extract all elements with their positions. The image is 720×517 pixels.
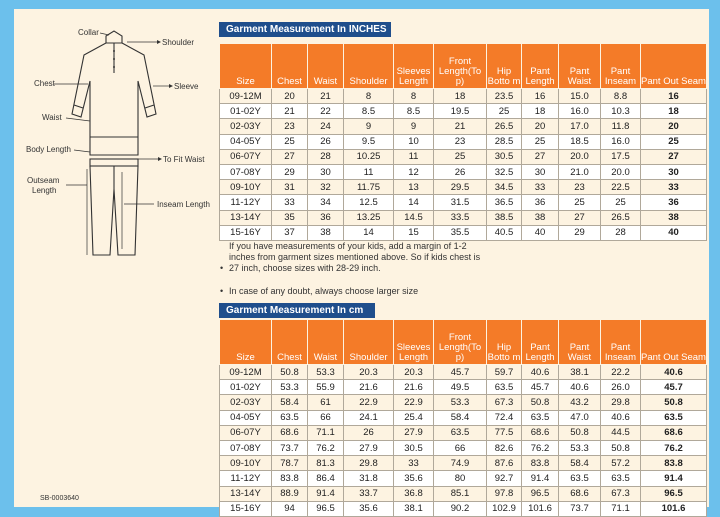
table-row: [220, 365, 707, 380]
table-cell: 15-16Y: [220, 501, 272, 516]
table-cell: 04-05Y: [220, 410, 272, 425]
table-cell: 16.0: [559, 104, 601, 119]
table-cell: 38: [308, 225, 344, 240]
table-cell: 8.5: [394, 104, 434, 119]
table-cell: 11.8: [601, 119, 641, 134]
table-cell: 12: [394, 164, 434, 179]
label-to-fit-waist: To Fit Waist: [163, 155, 205, 164]
label-sleeve: Sleeve: [174, 82, 199, 91]
table-cell: 12.5: [344, 195, 394, 210]
table-cell: 04-05Y: [220, 134, 272, 149]
table-cell: 8: [394, 89, 434, 104]
cm-header-row: [220, 320, 707, 365]
table-cell: 45.7: [434, 365, 487, 380]
table-cell: 96.5: [522, 486, 559, 501]
table-cell: 09-10Y: [220, 180, 272, 195]
table-cell: 20: [522, 119, 559, 134]
table-cell: 15: [394, 225, 434, 240]
size-chart-card: [14, 9, 709, 515]
table-cell: 63.5: [559, 471, 601, 486]
table-cell: 35: [272, 210, 308, 225]
table-cell: 25: [434, 149, 487, 164]
table-cell: 96.5: [641, 486, 707, 501]
table-cell: 20: [272, 89, 308, 104]
table-cell: 33.7: [344, 486, 394, 501]
table-cell: 22.9: [344, 395, 394, 410]
table-cell: 9.5: [344, 134, 394, 149]
table-cell: 29.5: [434, 180, 487, 195]
table-cell: 09-12M: [220, 89, 272, 104]
table-cell: 27.9: [344, 440, 394, 455]
table-row: [220, 164, 707, 179]
column-header: Sleeves Length: [394, 320, 434, 365]
table-cell: 96.5: [308, 501, 344, 516]
table-cell: 9: [344, 119, 394, 134]
table-cell: 86.4: [308, 471, 344, 486]
table-cell: 72.4: [487, 410, 522, 425]
table-cell: 58.4: [272, 395, 308, 410]
table-row: [220, 119, 707, 134]
table-cell: 45.7: [641, 380, 707, 395]
table-cell: 102.9: [487, 501, 522, 516]
table-row: [220, 180, 707, 195]
table-cell: 20: [641, 119, 707, 134]
table-cell: 25: [272, 134, 308, 149]
table-cell: 19.5: [434, 104, 487, 119]
table-cell: 11-12Y: [220, 195, 272, 210]
column-header: Pant Waist: [559, 44, 601, 89]
table-cell: 87.6: [487, 456, 522, 471]
table-cell: 27: [272, 149, 308, 164]
table-cell: 30.5: [394, 440, 434, 455]
table-cell: 15.0: [559, 89, 601, 104]
table-cell: 22.2: [601, 365, 641, 380]
table-cell: 33.5: [434, 210, 487, 225]
table-cell: 50.8: [559, 425, 601, 440]
table-cell: 63.5: [487, 380, 522, 395]
garment-diagram: [14, 9, 224, 279]
table-row: [220, 456, 707, 471]
table-cell: 30: [308, 164, 344, 179]
table-cell: 101.6: [522, 501, 559, 516]
table-cell: 30.5: [487, 149, 522, 164]
label-collar: Collar: [78, 28, 99, 37]
table-cell: 24: [308, 119, 344, 134]
table-cell: 77.5: [487, 425, 522, 440]
inches-table-title: Garment Measurement In INCHES: [219, 22, 391, 37]
column-header: Pant Length: [522, 320, 559, 365]
table-cell: 82.6: [487, 440, 522, 455]
table-cell: 09-10Y: [220, 456, 272, 471]
table-row: [220, 149, 707, 164]
label-waist: Waist: [42, 113, 62, 122]
label-body-length: Body Length: [26, 145, 71, 154]
table-cell: 35.5: [434, 225, 487, 240]
table-cell: 38.5: [487, 210, 522, 225]
table-cell: 10.3: [601, 104, 641, 119]
table-row: [220, 395, 707, 410]
column-header: Size: [220, 44, 272, 89]
table-cell: 32.5: [487, 164, 522, 179]
column-header: Pant Waist: [559, 320, 601, 365]
table-cell: 67.3: [601, 486, 641, 501]
table-cell: 29.8: [344, 456, 394, 471]
table-cell: 25: [641, 134, 707, 149]
table-cell: 23: [559, 180, 601, 195]
table-cell: 18.5: [559, 134, 601, 149]
table-cell: 11.75: [344, 180, 394, 195]
table-cell: 13-14Y: [220, 210, 272, 225]
table-cell: 16: [522, 89, 559, 104]
table-cell: 20.0: [601, 164, 641, 179]
column-header: Pant Inseam: [601, 320, 641, 365]
table-cell: 07-08Y: [220, 440, 272, 455]
table-cell: 97.8: [487, 486, 522, 501]
table-cell: 83.8: [522, 456, 559, 471]
table-cell: 25: [522, 134, 559, 149]
table-cell: 21: [272, 104, 308, 119]
column-header: Waist: [308, 44, 344, 89]
table-cell: 26.0: [601, 380, 641, 395]
table-cell: 22: [308, 104, 344, 119]
table-cell: 71.1: [308, 425, 344, 440]
table-row: [220, 410, 707, 425]
pajama-outline-icon: [90, 159, 138, 255]
table-row: [220, 195, 707, 210]
table-cell: 21: [308, 89, 344, 104]
table-cell: 40.6: [559, 380, 601, 395]
table-cell: 16: [641, 89, 707, 104]
note-larger-size: • In case of any doubt, always choose larger size: [220, 286, 419, 296]
table-cell: 33: [522, 180, 559, 195]
table-cell: 40.6: [601, 410, 641, 425]
table-cell: 71.1: [601, 501, 641, 516]
column-header: Chest: [272, 320, 308, 365]
table-cell: 61: [308, 395, 344, 410]
table-cell: 06-07Y: [220, 425, 272, 440]
table-cell: 15-16Y: [220, 225, 272, 240]
table-cell: 29.8: [601, 395, 641, 410]
table-cell: 35.6: [344, 501, 394, 516]
table-cell: 20.0: [559, 149, 601, 164]
table-cell: 63.5: [601, 471, 641, 486]
table-cell: 33: [394, 456, 434, 471]
table-cell: 18: [641, 104, 707, 119]
table-row: [220, 89, 707, 104]
table-cell: 83.8: [272, 471, 308, 486]
table-cell: 25: [487, 104, 522, 119]
table-cell: 21.6: [394, 380, 434, 395]
table-cell: 67.3: [487, 395, 522, 410]
label-shoulder: Shoulder: [162, 38, 195, 47]
table-cell: 76.2: [308, 440, 344, 455]
table-cell: 26: [308, 134, 344, 149]
column-header: Hip Botto m: [487, 320, 522, 365]
table-cell: 68.6: [641, 425, 707, 440]
table-cell: 09-12M: [220, 365, 272, 380]
table-cell: 101.6: [641, 501, 707, 516]
table-cell: 20.3: [394, 365, 434, 380]
label-inseam-length: Inseam Length: [157, 200, 210, 209]
table-cell: 45.7: [522, 380, 559, 395]
table-cell: 50.8: [641, 395, 707, 410]
column-header: Shoulder: [344, 320, 394, 365]
table-cell: 02-03Y: [220, 395, 272, 410]
table-cell: 31.8: [344, 471, 394, 486]
table-cell: 28.5: [487, 134, 522, 149]
table-cell: 58.4: [559, 456, 601, 471]
table-cell: 21.0: [559, 164, 601, 179]
column-header: Sleeves Length: [394, 44, 434, 89]
table-cell: 40: [522, 225, 559, 240]
table-cell: 18: [434, 89, 487, 104]
table-cell: 25: [559, 195, 601, 210]
table-cell: 28: [601, 225, 641, 240]
table-cell: 85.1: [434, 486, 487, 501]
table-cell: 91.4: [308, 486, 344, 501]
table-cell: 53.3: [559, 440, 601, 455]
inches-measurement-table: [219, 43, 707, 241]
table-cell: 13: [394, 180, 434, 195]
table-cell: 07-08Y: [220, 164, 272, 179]
column-header: Waist: [308, 320, 344, 365]
table-cell: 40.6: [641, 365, 707, 380]
table-cell: 34.5: [487, 180, 522, 195]
table-cell: 38.1: [559, 365, 601, 380]
table-cell: 10.25: [344, 149, 394, 164]
table-cell: 26.5: [601, 210, 641, 225]
table-cell: 33: [272, 195, 308, 210]
table-row: [220, 104, 707, 119]
table-cell: 33: [641, 180, 707, 195]
table-cell: 68.6: [559, 486, 601, 501]
table-cell: 8.8: [601, 89, 641, 104]
table-cell: 76.2: [641, 440, 707, 455]
table-cell: 28: [308, 149, 344, 164]
product-code: SB-0003640: [40, 495, 79, 502]
table-cell: 44.5: [601, 425, 641, 440]
table-row: [220, 440, 707, 455]
table-cell: 58.4: [434, 410, 487, 425]
table-cell: 26.5: [487, 119, 522, 134]
table-cell: 78.7: [272, 456, 308, 471]
column-header: Pant Out Seam: [641, 44, 707, 89]
table-row: [220, 134, 707, 149]
table-cell: 36: [308, 210, 344, 225]
table-cell: 63.5: [272, 410, 308, 425]
table-cell: 50.8: [272, 365, 308, 380]
column-header: Hip Botto m: [487, 44, 522, 89]
table-cell: 68.6: [522, 425, 559, 440]
table-cell: 13.25: [344, 210, 394, 225]
table-row: [220, 486, 707, 501]
column-header: Front Length(To p): [434, 320, 487, 365]
table-cell: 49.5: [434, 380, 487, 395]
table-cell: 13-14Y: [220, 486, 272, 501]
table-cell: 36.8: [394, 486, 434, 501]
table-cell: 32: [308, 180, 344, 195]
table-cell: 76.2: [522, 440, 559, 455]
table-cell: 53.3: [434, 395, 487, 410]
table-row: [220, 225, 707, 240]
table-cell: 25.4: [394, 410, 434, 425]
table-cell: 14.5: [394, 210, 434, 225]
column-header: Chest: [272, 44, 308, 89]
table-cell: 25: [601, 195, 641, 210]
table-cell: 92.7: [487, 471, 522, 486]
table-cell: 73.7: [272, 440, 308, 455]
table-cell: 36.5: [487, 195, 522, 210]
cm-table-title: Garment Measurement In cm: [219, 303, 375, 318]
table-cell: 36: [641, 195, 707, 210]
table-cell: 73.7: [559, 501, 601, 516]
table-cell: 34: [308, 195, 344, 210]
column-header: Size: [220, 320, 272, 365]
table-cell: 11: [344, 164, 394, 179]
table-cell: 27: [522, 149, 559, 164]
column-header: Shoulder: [344, 44, 394, 89]
table-cell: 55.9: [308, 380, 344, 395]
table-cell: 23.5: [487, 89, 522, 104]
table-cell: 50.8: [522, 395, 559, 410]
table-cell: 30: [641, 164, 707, 179]
table-cell: 27.9: [394, 425, 434, 440]
table-cell: 88.9: [272, 486, 308, 501]
table-cell: 17.5: [601, 149, 641, 164]
table-cell: 90.2: [434, 501, 487, 516]
note-margin: • If you have measurements of your kids, add a margin of 1-2 inches from garment sizes mentioned above. So if kids chest is 27 inch, choose sizes with 28-29 inch.: [220, 241, 481, 273]
table-cell: 31.5: [434, 195, 487, 210]
table-cell: 94: [272, 501, 308, 516]
table-cell: 27: [641, 149, 707, 164]
svg-text:Length: Length: [32, 186, 57, 195]
table-cell: 20.3: [344, 365, 394, 380]
table-cell: 74.9: [434, 456, 487, 471]
table-cell: 8: [344, 89, 394, 104]
table-cell: 11: [394, 149, 434, 164]
column-header: Pant Inseam: [601, 44, 641, 89]
table-row: [220, 380, 707, 395]
table-cell: 9: [394, 119, 434, 134]
table-cell: 01-02Y: [220, 380, 272, 395]
table-cell: 83.8: [641, 456, 707, 471]
table-cell: 50.8: [601, 440, 641, 455]
table-cell: 23: [272, 119, 308, 134]
table-cell: 68.6: [272, 425, 308, 440]
table-cell: 91.4: [641, 471, 707, 486]
table-cell: 18: [522, 104, 559, 119]
table-cell: 11-12Y: [220, 471, 272, 486]
label-outseam-length: Outseam: [27, 176, 60, 185]
table-cell: 91.4: [522, 471, 559, 486]
table-cell: 23: [434, 134, 487, 149]
table-cell: 63.5: [522, 410, 559, 425]
table-cell: 43.2: [559, 395, 601, 410]
table-cell: 21.6: [344, 380, 394, 395]
table-cell: 40.6: [522, 365, 559, 380]
column-header: Pant Out Seam: [641, 320, 707, 365]
kurta-outline-icon: [72, 31, 156, 155]
table-cell: 36: [522, 195, 559, 210]
column-header: Front Length(To p): [434, 44, 487, 89]
table-row: [220, 425, 707, 440]
table-cell: 53.3: [308, 365, 344, 380]
table-cell: 29: [559, 225, 601, 240]
table-cell: 29: [272, 164, 308, 179]
table-cell: 27: [559, 210, 601, 225]
table-cell: 10: [394, 134, 434, 149]
table-cell: 30: [522, 164, 559, 179]
table-cell: 8.5: [344, 104, 394, 119]
table-cell: 01-02Y: [220, 104, 272, 119]
table-cell: 22.9: [394, 395, 434, 410]
table-cell: 26: [434, 164, 487, 179]
table-cell: 38.1: [394, 501, 434, 516]
table-row: [220, 471, 707, 486]
table-cell: 81.3: [308, 456, 344, 471]
table-cell: 80: [434, 471, 487, 486]
inches-header-row: [220, 44, 707, 89]
table-cell: 59.7: [487, 365, 522, 380]
table-cell: 14: [394, 195, 434, 210]
table-cell: 06-07Y: [220, 149, 272, 164]
table-cell: 57.2: [601, 456, 641, 471]
table-row: [220, 210, 707, 225]
table-cell: 22.5: [601, 180, 641, 195]
table-cell: 66: [434, 440, 487, 455]
cm-measurement-table: [219, 319, 707, 517]
table-cell: 37: [272, 225, 308, 240]
table-cell: 53.3: [272, 380, 308, 395]
table-cell: 17.0: [559, 119, 601, 134]
table-cell: 26: [344, 425, 394, 440]
table-cell: 35.6: [394, 471, 434, 486]
table-cell: 14: [344, 225, 394, 240]
table-cell: 21: [434, 119, 487, 134]
table-cell: 31: [272, 180, 308, 195]
column-header: Pant Length: [522, 44, 559, 89]
table-cell: 66: [308, 410, 344, 425]
table-cell: 47.0: [559, 410, 601, 425]
table-row: [220, 501, 707, 516]
table-cell: 40: [641, 225, 707, 240]
table-cell: 38: [641, 210, 707, 225]
table-cell: 24.1: [344, 410, 394, 425]
label-chest: Chest: [34, 79, 55, 88]
table-cell: 40.5: [487, 225, 522, 240]
table-cell: 63.5: [434, 425, 487, 440]
table-cell: 02-03Y: [220, 119, 272, 134]
table-cell: 38: [522, 210, 559, 225]
table-cell: 63.5: [641, 410, 707, 425]
table-cell: 16.0: [601, 134, 641, 149]
